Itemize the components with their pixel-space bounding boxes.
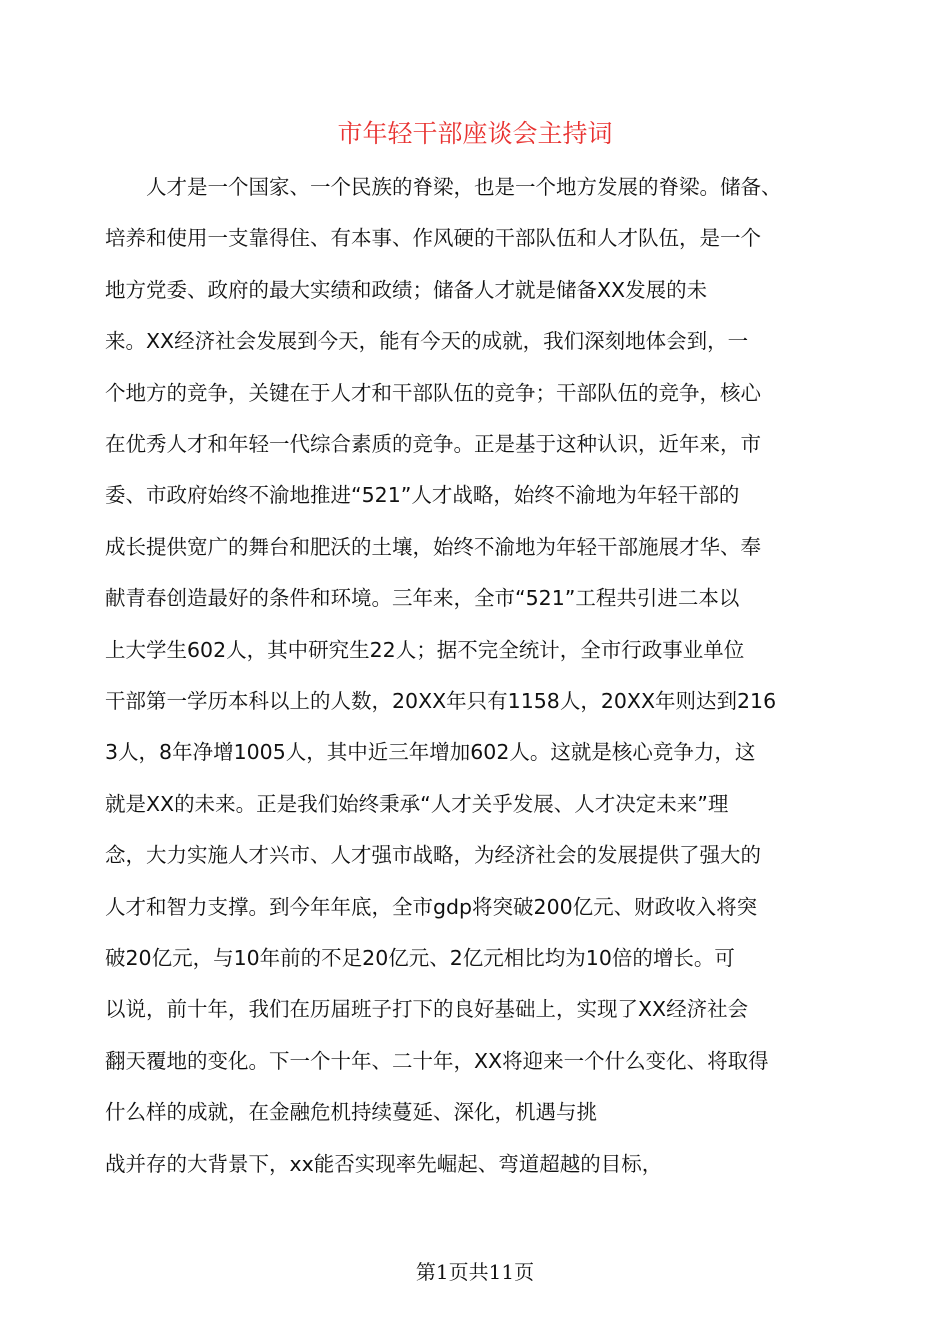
body-text-line: 以说，前十年，我们在历届班子打下的良好基础上，实现了XX经济社会	[105, 997, 749, 1021]
body-text-line: 献青春创造最好的条件和环境。三年来，全市“521”工程共引进二本以	[105, 586, 740, 610]
body-text-line: 干部第一学历本科以上的人数，20XX年只有1158人，20XX年则达到216	[105, 689, 777, 713]
body-text-line: 个地方的竞争，关键在于人才和干部队伍的竞争；干部队伍的竞争，核心	[105, 381, 761, 405]
body-text-line: 战并存的大背景下，xx能否实现率先崛起、弯道超越的目标，	[105, 1152, 663, 1176]
body-text-line: 上大学生602人，其中研究生22人；据不完全统计，全市行政事业单位	[105, 638, 745, 662]
body-text-line: 成长提供宽广的舞台和肥沃的土壤，始终不渝地为年轻干部施展才华、奉	[105, 535, 761, 559]
body-text-line: 翻天覆地的变化。下一个十年、二十年，XX将迎来一个什么变化、将取得	[105, 1049, 769, 1073]
body-text-line: 人才是一个国家、一个民族的脊梁，也是一个地方发展的脊梁。储备、	[105, 175, 782, 199]
body-text-line: 委、市政府始终不渝地推进“521”人才战略，始终不渝地为年轻干部的	[105, 483, 740, 507]
body-text-line: 来。XX经济社会发展到今天，能有今天的成就，我们深刻地体会到，一	[105, 329, 749, 353]
body-text-line: 3人，8年净增1005人，其中近三年增加602人。这就是核心竞争力，这	[105, 740, 756, 764]
document-title: 市年轻干部座谈会主持词	[337, 119, 613, 148]
page-footer: 第1页共11页	[415, 1260, 535, 1284]
body-text-line: 什么样的成就，在金融危机持续蔓延、深化，机遇与挑	[105, 1100, 597, 1124]
body-text-line: 破20亿元，与10年前的不足20亿元、2亿元相比均为10倍的增长。可	[105, 946, 735, 970]
body-text-line: 在优秀人才和年轻一代综合素质的竞争。正是基于这种认识，近年来，市	[105, 432, 761, 456]
body-text-line: 就是XX的未来。正是我们始终秉承“人才关乎发展、人才决定未来”理	[105, 792, 729, 816]
body-text-line: 培养和使用一支靠得住、有本事、作风硬的干部队伍和人才队伍，是一个	[105, 226, 761, 250]
body-text-line: 念，大力实施人才兴市、人才强市战略，为经济社会的发展提供了强大的	[105, 843, 761, 867]
body-text-line: 地方党委、政府的最大实绩和政绩；储备人才就是储备XX发展的未	[105, 278, 708, 302]
body-text-line: 人才和智力支撑。到今年年底，全市gdp将突破200亿元、财政收入将突	[105, 895, 758, 919]
